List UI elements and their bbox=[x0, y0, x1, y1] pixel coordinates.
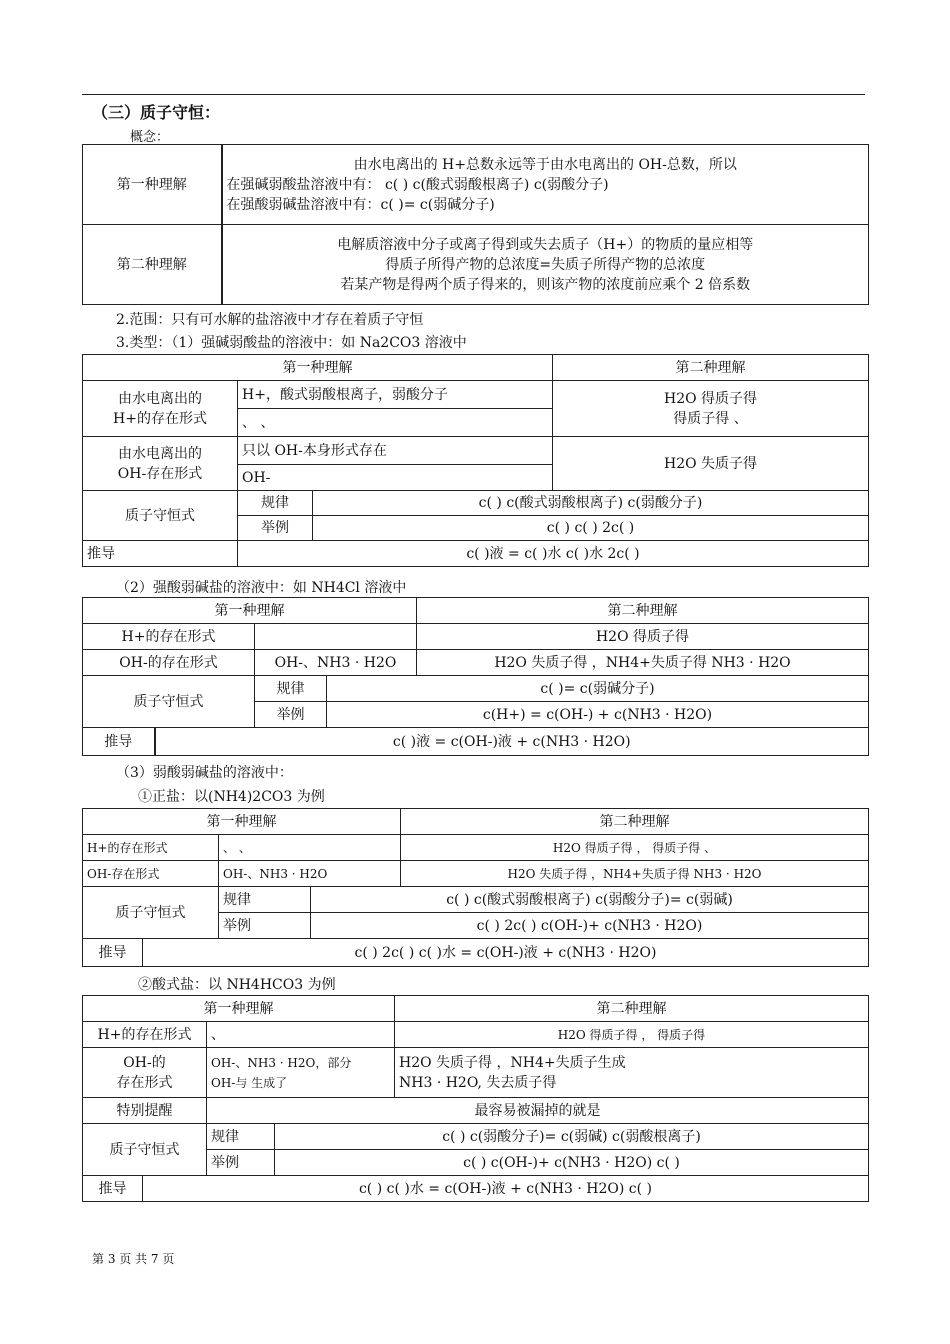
table-weak-acid-weak-base-acid-salt bbox=[82, 995, 869, 1202]
section-title: （三）质子守恒： bbox=[92, 103, 221, 122]
row-label: 推导 bbox=[83, 939, 143, 967]
text-line: 得质子所得产物的总浓度=失质子所得产物的总浓度 bbox=[385, 256, 706, 273]
text-line: H2O 失质子得 ，NH4+失质子生成 bbox=[399, 1054, 626, 1071]
row-label: OH-的 存在形式 bbox=[83, 1048, 207, 1098]
row-label: 质子守恒式 bbox=[83, 491, 238, 541]
cell: c( ) c(酸式弱酸根离子) c(弱酸分子)= c(弱碱) bbox=[311, 887, 869, 913]
text-line: 若某产物是得两个质子得来的，则该产物的浓度前应乘个 2 倍系数 bbox=[340, 276, 751, 293]
cell: c(H+) = c(OH-) + c(NH3 · H2O) bbox=[327, 702, 869, 728]
cell: H2O 失质子得 ，NH4+失质子得 NH3 · H2O bbox=[417, 650, 869, 676]
cell: c( )= c(弱碱分子) bbox=[327, 676, 869, 702]
row-label: 由水电离出的 OH-存在形式 bbox=[83, 437, 238, 491]
row-label: H+的存在形式 bbox=[83, 835, 219, 861]
col-header: 第一种理解 bbox=[83, 809, 401, 835]
cell: 、 、 bbox=[219, 835, 401, 861]
cell: c( ) c(OH-)+ c(NH3 · H2O) c( ) bbox=[275, 1150, 869, 1176]
cell: c( ) c( ) 2c( ) bbox=[313, 516, 869, 541]
cell: c( ) c( )水 = c(OH-)液 + c(NH3 · H2O) c( ) bbox=[143, 1176, 869, 1202]
row-label: 由水电离出的 H+的存在形式 bbox=[83, 381, 238, 437]
cell: H2O 得质子得 ， 得质子得 、 bbox=[401, 835, 869, 861]
text-line: OH-、NH3 · H2O，部分 bbox=[211, 1055, 352, 1070]
col-header: 第一种理解 bbox=[83, 355, 553, 381]
cell: c( ) 2c( ) c( )水 = c(OH-)液 + c(NH3 · H2O) bbox=[143, 939, 869, 967]
subsection-3: （3）弱酸弱碱盐的溶液中： bbox=[116, 765, 293, 781]
cell: H2O 得质子得 ， 得质子得 bbox=[395, 1022, 869, 1048]
cell: H2O 失质子得 bbox=[553, 437, 869, 491]
row-label: 推导 bbox=[83, 728, 155, 756]
col-header: 第二种理解 bbox=[553, 355, 869, 381]
row-label: 质子守恒式 bbox=[83, 1124, 207, 1176]
page-footer: 第 3 页 共 7 页 bbox=[92, 1252, 175, 1266]
col-header: 第二种理解 bbox=[395, 996, 869, 1022]
cell: H+，酸式弱酸根离子，弱酸分子 bbox=[238, 381, 553, 409]
text-line: 电解质溶液中分子或离子得到或失去质子（H+）的物质的量应相等 bbox=[337, 236, 754, 253]
row-label: 质子守恒式 bbox=[83, 887, 219, 939]
concept-table bbox=[82, 144, 869, 305]
cell bbox=[395, 1048, 869, 1098]
sub-label: 举例 bbox=[207, 1150, 275, 1176]
concept-label: 概念： bbox=[130, 130, 170, 145]
types-line: 3.类型：（1）强碱弱酸盐的溶液中：如 Na2CO3 溶液中 bbox=[116, 335, 467, 351]
col-header: 第二种理解 bbox=[401, 809, 869, 835]
row-label: OH-存在形式 bbox=[83, 861, 219, 887]
cell: OH- bbox=[238, 465, 553, 491]
col-header: 第二种理解 bbox=[417, 598, 869, 624]
subsection-3b: ②酸式盐：以 NH4HCO3 为例 bbox=[138, 977, 336, 993]
cell bbox=[255, 624, 417, 650]
table-weak-acid-weak-base-normal-salt bbox=[82, 808, 869, 967]
cell: c( ) c(弱酸分子)= c(弱碱) c(弱酸根离子) bbox=[275, 1124, 869, 1150]
row-label: OH-的存在形式 bbox=[83, 650, 255, 676]
text-line: OH-与 生成了 bbox=[211, 1075, 288, 1090]
cell: 只以 OH-本身形式存在 bbox=[238, 437, 553, 465]
text-line: 由水电离出的 H+总数永远等于由水电离出的 OH-总数，所以 bbox=[353, 156, 737, 173]
first-understanding-label: 第一种理解 bbox=[83, 145, 222, 225]
text-line: H2O 得质子得 bbox=[663, 390, 758, 407]
text-line: NH3 · H2O, 失去质子得 bbox=[399, 1074, 557, 1091]
cell: c( ) 2c( ) c(OH-)+ c(NH3 · H2O) bbox=[311, 913, 869, 939]
row-label: 质子守恒式 bbox=[83, 676, 255, 728]
col-header: 第一种理解 bbox=[83, 598, 417, 624]
cell: OH-、NH3 · H2O bbox=[255, 650, 417, 676]
cell: c( ) c(酸式弱酸根离子) c(弱酸分子) bbox=[313, 491, 869, 516]
cell: c( )液 = c( )水 c( )水 2c( ) bbox=[238, 541, 869, 567]
second-understanding-label: 第二种理解 bbox=[83, 225, 222, 305]
row-label: 特别提醒 bbox=[83, 1098, 207, 1124]
row-label: H+的存在形式 bbox=[83, 624, 255, 650]
text-line: 在强碱弱酸盐溶液中有： c( ) c(酸式弱酸根离子) c(弱酸分子) bbox=[226, 176, 609, 193]
cell: c( )液 = c(OH-)液 + c(NH3 · H2O) bbox=[155, 728, 869, 756]
text-line: 在强酸弱碱盐溶液中有：c( )= c(弱碱分子) bbox=[226, 196, 495, 213]
cell: H2O 失质子得 ，NH4+失质子得 NH3 · H2O bbox=[401, 861, 869, 887]
cell: H2O 得质子得 bbox=[417, 624, 869, 650]
sub-label: 规律 bbox=[207, 1124, 275, 1150]
cell bbox=[553, 381, 869, 437]
first-understanding-text bbox=[222, 145, 869, 225]
cell bbox=[207, 1048, 395, 1098]
row-label: H+的存在形式 bbox=[83, 1022, 207, 1048]
row-label: 推导 bbox=[83, 541, 238, 567]
sub-label: 举例 bbox=[255, 702, 327, 728]
cell: OH-、NH3 · H2O bbox=[219, 861, 401, 887]
subsection-2: （2）强酸弱碱盐的溶液中：如 NH4Cl 溶液中 bbox=[116, 580, 407, 596]
sub-label: 规律 bbox=[219, 887, 311, 913]
sub-label: 规律 bbox=[255, 676, 327, 702]
cell: 最容易被漏掉的就是 bbox=[207, 1098, 869, 1124]
table-strong-base-weak-acid bbox=[82, 354, 869, 567]
row-label: 推导 bbox=[83, 1176, 143, 1202]
second-understanding-text bbox=[222, 225, 869, 305]
sub-label: 举例 bbox=[238, 516, 313, 541]
sub-label: 举例 bbox=[219, 913, 311, 939]
cell: 、 、 bbox=[238, 409, 553, 437]
cell: 、 bbox=[207, 1022, 395, 1048]
table-strong-acid-weak-base bbox=[82, 597, 869, 756]
col-header: 第一种理解 bbox=[83, 996, 395, 1022]
subsection-3a: ①正盐：以(NH4)2CO3 为例 bbox=[138, 789, 325, 805]
text-line: 得质子得 、 bbox=[673, 410, 748, 427]
sub-label: 规律 bbox=[238, 491, 313, 516]
header-rule bbox=[82, 94, 865, 95]
scope-line: 2.范围：只有可水解的盐溶液中才存在着质子守恒 bbox=[116, 312, 424, 328]
